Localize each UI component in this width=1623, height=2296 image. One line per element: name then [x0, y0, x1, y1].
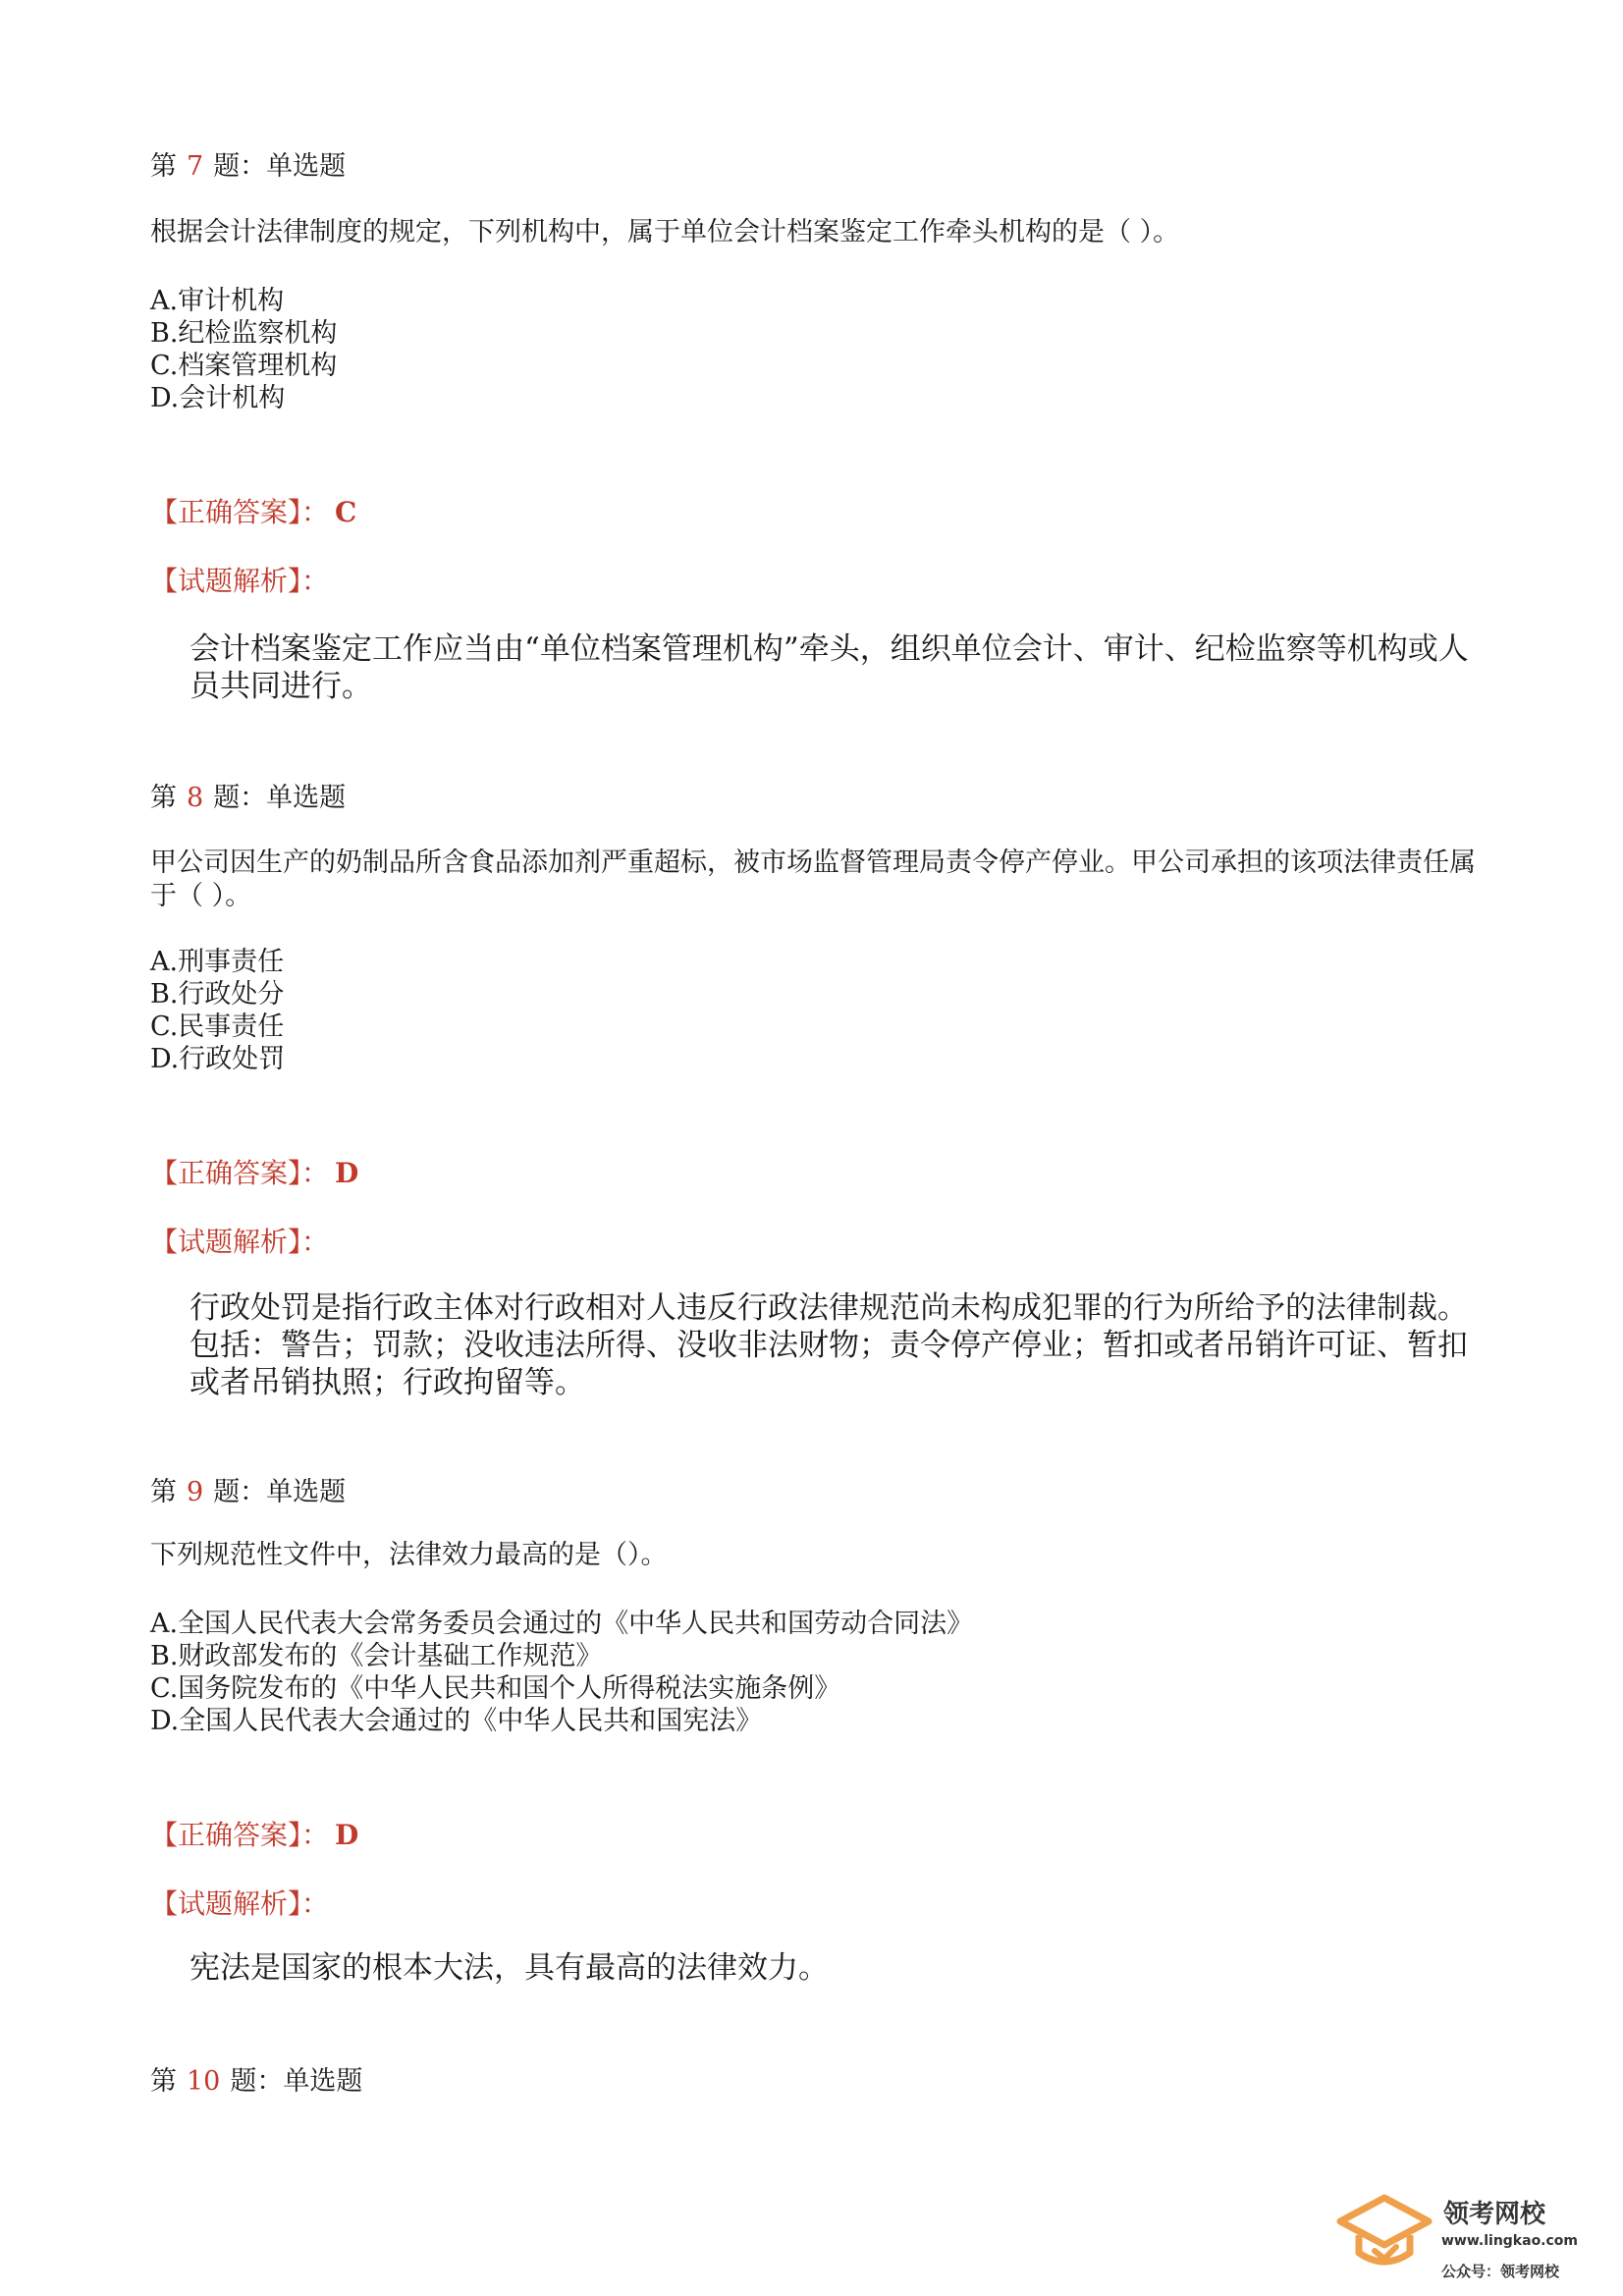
option-b: B.纪检监察机构 [150, 318, 338, 349]
question-number: 7 [187, 151, 204, 182]
question-10-header: 第 10 题：单选题 [150, 2066, 363, 2097]
answer-value: D [335, 1157, 359, 1189]
option-b: B.财政部发布的《会计基础工作规范》 [150, 1641, 603, 1671]
question-9-answer: 【正确答案】： D [150, 1819, 359, 1851]
logo-url: www.lingkao.com [1441, 2233, 1579, 2249]
question-number: 9 [187, 1477, 204, 1507]
question-9-stem: 下列规范性文件中，法律效力最高的是（）。 [150, 1540, 668, 1570]
option-a: A.刑事责任 [150, 947, 285, 977]
question-7-stem: 根据会计法律制度的规定，下列机构中，属于单位会计档案鉴定工作牵头机构的是（ ）。 [150, 217, 1180, 247]
answer-value: C [335, 496, 357, 528]
question-7-header: 第 7 题：单选题 [150, 151, 347, 182]
option-b: B.行政处分 [150, 979, 285, 1010]
option-c: C.民事责任 [150, 1011, 285, 1042]
question-9-analysis-label: 【试题解析】： [150, 1887, 330, 1920]
question-number: 10 [187, 2066, 221, 2097]
question-9-header: 第 9 题：单选题 [150, 1477, 347, 1507]
option-c: C.国务院发布的《中华人民共和国个人所得税法实施条例》 [150, 1673, 841, 1704]
question-8-options [150, 946, 285, 1075]
brand-logo [1335, 2180, 1591, 2288]
option-c: C.档案管理机构 [150, 351, 338, 381]
question-8-stem: 甲公司因生产的奶制品所含食品添加剂严重超标，被市场监督管理局责令停产停业。甲公司承担的该项法律责任属于（ ）。 [150, 847, 1476, 911]
option-a: A.全国人民代表大会常务委员会通过的《中华人民共和国劳动合同法》 [150, 1609, 974, 1639]
question-7-analysis: 会计档案鉴定工作应当由“单位档案管理机构”牵头，组织单位会计、审计、纪检监察等机构或人员共同进行。 [189, 631, 1469, 704]
question-7-options [150, 285, 337, 414]
option-d: D.行政处罚 [150, 1044, 286, 1074]
option-d: D.全国人民代表大会通过的《中华人民共和国宪法》 [150, 1706, 763, 1736]
question-8-header: 第 8 题：单选题 [150, 783, 347, 813]
answer-value: D [335, 1819, 359, 1851]
question-9-options [150, 1608, 973, 1737]
question-9-analysis: 宪法是国家的根本大法，具有最高的法律效力。 [189, 1950, 829, 1986]
question-8-analysis-label: 【试题解析】： [150, 1226, 330, 1258]
question-7-analysis-label: 【试题解析】： [150, 565, 330, 597]
question-8-answer: 【正确答案】： D [150, 1157, 359, 1189]
question-number: 8 [187, 783, 204, 813]
logo-name: 领考网校 [1443, 2200, 1546, 2229]
logo-wechat: 公众号：领考网校 [1441, 2263, 1560, 2280]
question-8-analysis: 行政处罚是指行政主体对行政相对人违反行政法律规范尚未构成犯罪的行为所给予的法律制裁。包括：警告；罚款；没收违法所得、没收非法财物；责令停产停业；暂扣或者吊销许可证、暂扣或者吊销执照；行政拘留等。 [189, 1290, 1468, 1400]
option-d: D.会计机构 [150, 383, 286, 413]
option-a: A.审计机构 [150, 286, 285, 316]
graduation-cap-icon [1335, 2192, 1434, 2274]
question-7-answer: 【正确答案】： C [150, 496, 357, 528]
